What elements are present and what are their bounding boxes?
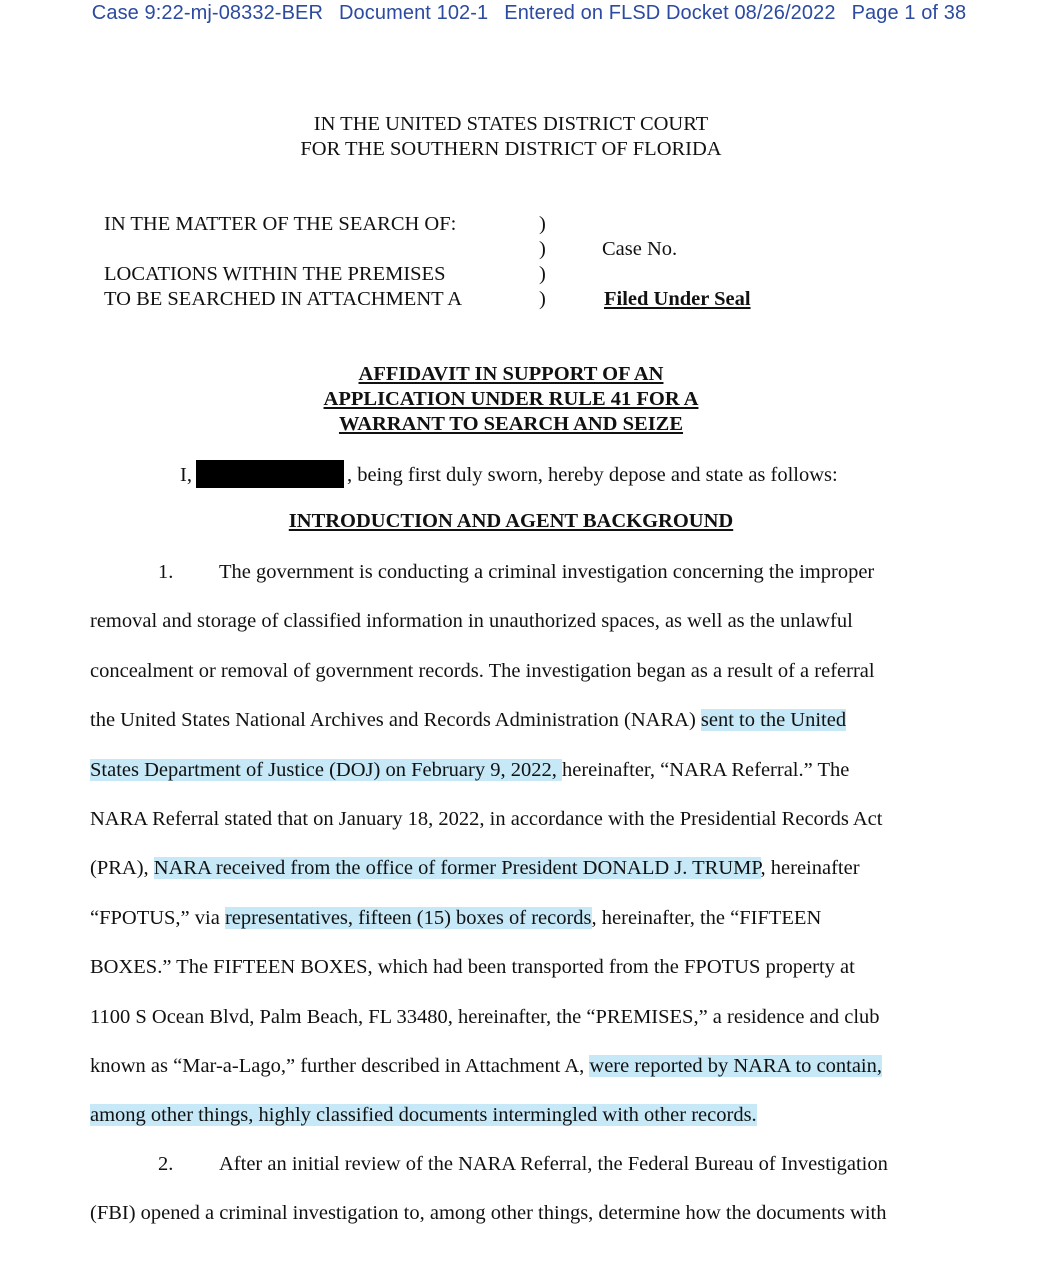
document-number-label: Document 102-1	[339, 2, 489, 24]
court-name	[0, 112, 1022, 162]
sworn-prefix: I,	[180, 464, 192, 486]
sworn-statement	[180, 460, 838, 488]
text-segment: , hereinafter, the “FIFTEEN	[591, 906, 822, 929]
body-text-line	[90, 1055, 882, 1078]
body-text-line	[90, 857, 860, 880]
paragraph-number: 2.	[158, 1153, 174, 1175]
docket-header	[0, 2, 1058, 25]
redaction-box	[196, 460, 344, 488]
caption-paren: )	[539, 288, 546, 310]
body-text-line	[90, 808, 882, 831]
text-segment: (FBI) opened a criminal investigation to, among other things, determine how the documents with	[90, 1202, 887, 1225]
highlighted-text: sent to the United	[700, 709, 847, 732]
text-segment: hereinafter, “NARA Referral.” The	[561, 758, 850, 781]
body-text-line	[90, 1006, 880, 1029]
text-segment: 1100 S Ocean Blvd, Palm Beach, FL 33480, hereinafter, the “PREMISES,” a residence and club	[90, 1005, 880, 1028]
text-segment: , hereinafter	[760, 857, 860, 880]
text-segment: removal and storage of classified information in unauthorized spaces, as well as the unlawful	[90, 610, 853, 633]
highlighted-text: States Department of Justice (DOJ) on February 9, 2022,	[90, 758, 562, 781]
text-segment: NARA Referral stated that on January 18, 2022, in accordance with the Presidential Records Act	[90, 808, 883, 830]
text-segment: “FPOTUS,” via	[90, 906, 225, 929]
caption-paren: )	[539, 238, 546, 260]
body-text-line	[90, 907, 821, 930]
text-segment: the United States National Archives and Records Administration (NARA)	[90, 709, 701, 732]
caption-matter: IN THE MATTER OF THE SEARCH OF:	[104, 213, 457, 235]
body-text-line	[90, 1202, 887, 1225]
text-segment: known as “Mar-a-Lago,” further described in Attachment A,	[90, 1055, 590, 1077]
highlighted-text: among other things, highly classified documents intermingled with other records.	[90, 1104, 757, 1127]
text-segment: (PRA),	[90, 857, 154, 880]
page-count-label: Page 1 of 38	[851, 2, 967, 24]
title-line-2: APPLICATION UNDER RULE 41 FOR A	[323, 388, 699, 410]
body-text-line	[90, 660, 875, 683]
entered-date-label: Entered on FLSD Docket 08/26/2022	[504, 2, 836, 24]
body-text-line	[90, 759, 849, 782]
body-text-line	[219, 561, 874, 584]
text-segment: After an initial review of the NARA Referral, the Federal Bureau of Investigation	[219, 1153, 888, 1175]
paragraph-number: 1.	[158, 561, 174, 583]
affidavit-title	[0, 362, 1022, 437]
text-segment: concealment or removal of government records. The investigation began as a result of a referral	[90, 659, 875, 682]
highlighted-text: were reported by NARA to contain,	[589, 1055, 883, 1077]
title-line-3: WARRANT TO SEARCH AND SEIZE	[338, 413, 684, 435]
title-line-1: AFFIDAVIT IN SUPPORT OF AN	[358, 363, 664, 385]
body-text-line	[90, 956, 855, 979]
court-line-2: FOR THE SOUTHERN DISTRICT OF FLORIDA	[300, 138, 722, 160]
caption-locations-1: LOCATIONS WITHIN THE PREMISES	[104, 263, 446, 285]
highlighted-text: NARA received from the office of former President DONALD J. TRUMP	[153, 857, 761, 880]
text-segment: BOXES.” The FIFTEEN BOXES, which had been transported from the FPOTUS property at	[90, 956, 855, 979]
highlighted-text: representatives, fifteen (15) boxes of records	[224, 906, 592, 929]
case-no-label: Case No.	[602, 238, 678, 260]
body-text-line	[90, 709, 846, 732]
body-text-line	[90, 610, 853, 633]
text-segment: The government is conducting a criminal investigation concerning the improper	[219, 561, 875, 583]
sworn-text: , being first duly sworn, hereby depose and state as follows:	[346, 464, 838, 486]
caption-paren: )	[539, 213, 546, 235]
court-line-1: IN THE UNITED STATES DISTRICT COURT	[313, 113, 709, 135]
section-heading: INTRODUCTION AND AGENT BACKGROUND	[288, 510, 734, 532]
body-text-line	[219, 1153, 888, 1176]
caption-paren: )	[539, 263, 546, 285]
filed-under-seal-label: Filed Under Seal	[604, 288, 751, 310]
caption-locations-2: TO BE SEARCHED IN ATTACHMENT A	[104, 288, 463, 310]
case-number-label: Case 9:22-mj-08332-BER	[91, 2, 323, 24]
body-text-line	[90, 1104, 757, 1127]
